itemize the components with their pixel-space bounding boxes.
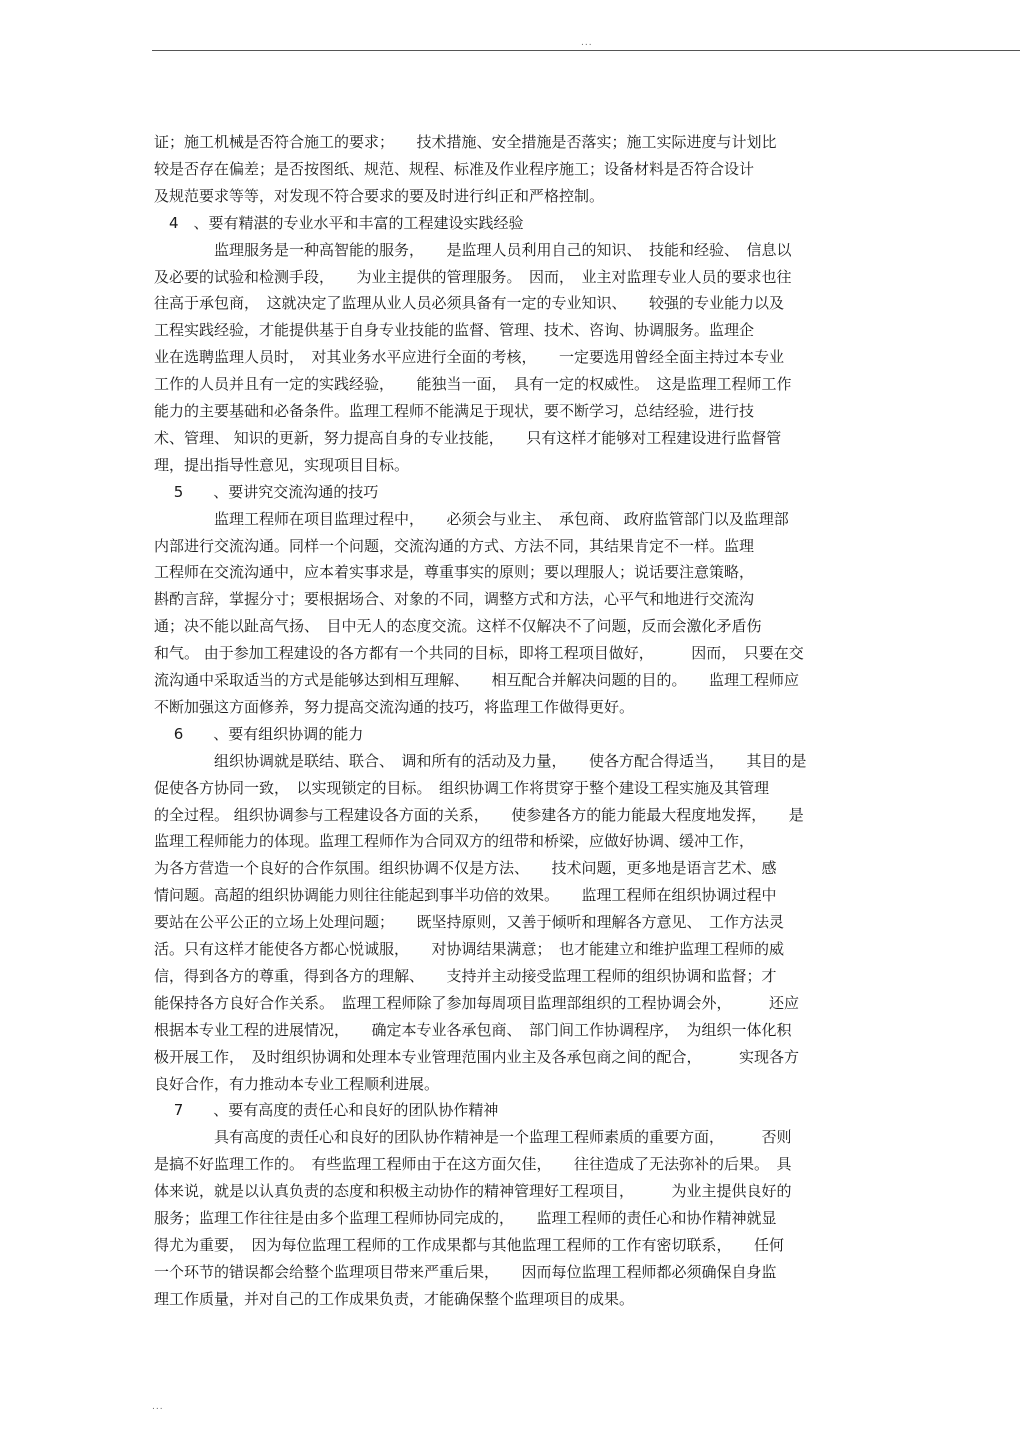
- text-line: 监理服务是一种高智能的服务， 是监理人员利用自己的知识、 技能和经验、 信息以: [154, 241, 792, 259]
- text-line: 7 、要有高度的责任心和良好的团队协作精神: [154, 1101, 499, 1119]
- text-line: 和气。 由于参加工程建设的各方都有一个共同的目标，即将工程项目做好， 因而， 只要在交: [154, 644, 804, 662]
- text-line: 组织协调就是联结、联合、 调和所有的活动及力量， 使各方配合得适当， 其目的是: [154, 752, 807, 770]
- text-line: 证；施工机械是否符合施工的要求； 技术措施、安全措施是否落实；施工实际进度与计划比: [154, 133, 777, 151]
- text-line: 工程师在交流沟通中，应本着实事求是，尊重事实的原则；要以理服人；说话要注意策略，: [154, 563, 755, 581]
- text-line: 工程实践经验，才能提供基于自身专业技能的监督、管理、技术、咨询、协调服务。监理企: [154, 321, 755, 339]
- text-line: 一个环节的错误都会给整个监理项目带来严重后果， 因而每位监理工程师都必须确保自身监: [154, 1263, 777, 1281]
- text-line: 4 、要有精湛的专业水平和丰富的工程建设实践经验: [154, 214, 524, 232]
- text-line: 得尤为重要， 因为每位监理工程师的工作成果都与其他监理工程师的工作有密切联系， 任何: [154, 1236, 785, 1254]
- header-dots: ...: [581, 38, 593, 48]
- text-line: 为各方营造一个良好的合作氛围。组织协调不仅是方法、 技术问题，更多地是语言艺术、感: [154, 859, 777, 877]
- text-line: 能保持各方良好合作关系。 监理工程师除了参加每周项目监理部组织的工程协调会外， 还应: [154, 994, 800, 1012]
- text-line: 较是否存在偏差；是否按图纸、规范、规程、标准及作业程序施工；设备材料是否符合设计: [154, 160, 755, 178]
- text-line: 斟酌言辞，掌握分寸；要根据场合、对象的不同，调整方式和方法，心平气和地进行交流沟: [154, 590, 755, 608]
- text-line: 促使各方协同一致， 以实现锁定的目标。 组织协调工作将贯穿于整个建设工程实施及其管理: [154, 779, 770, 797]
- text-line: 监理工程师能力的体现。监理工程师作为合同双方的纽带和桥梁，应做好协调、缓冲工作，: [154, 832, 755, 850]
- text-line: 理，提出指导性意见，实现项目目标。: [154, 456, 410, 474]
- text-line: 是搞不好监理工作的。 有些监理工程师由于在这方面欠佳， 往往造成了无法弥补的后果。 具: [154, 1155, 792, 1173]
- text-line: 术、管理、 知识的更新，努力提高自身的专业技能， 只有这样才能够对工程建设进行监督管: [154, 429, 782, 447]
- header-rule: [152, 50, 1020, 51]
- text-line: 的全过程。 组织协调参与工程建设各方面的关系， 使参建各方的能力能最大程度地发挥， 是: [154, 806, 804, 824]
- text-line: 内部进行交流沟通。同样一个问题，交流沟通的方式、方法不同，其结果肯定不一样。监理: [154, 537, 755, 555]
- text-line: 活。只有这样才能使各方都心悦诚服， 对协调结果满意； 也才能建立和维护监理工程师的威: [154, 940, 785, 958]
- text-line: 良好合作，有力推动本专业工程顺利进展。: [154, 1075, 440, 1093]
- text-line: 极开展工作， 及时组织协调和处理本专业管理范围内业主及各承包商之间的配合， 实现各方: [154, 1048, 800, 1066]
- text-line: 通；决不能以趾高气扬、 目中无人的态度交流。这样不仅解决不了问题，反而会激化矛盾伤: [154, 617, 762, 635]
- text-line: 信，得到各方的尊重，得到各方的理解、 支持并主动接受监理工程师的组织协调和监督；才: [154, 967, 777, 985]
- text-line: 5 、要讲究交流沟通的技巧: [154, 483, 379, 501]
- text-line: 不断加强这方面修养，努力提高交流沟通的技巧，将监理工作做得更好。: [154, 698, 635, 716]
- text-line: 理工作质量，并对自己的工作成果负责，才能确保整个监理项目的成果。: [154, 1290, 635, 1308]
- text-line: 服务；监理工作往往是由多个监理工程师协同完成的， 监理工程师的责任心和协作精神就显: [154, 1209, 777, 1227]
- text-line: 往高于承包商， 这就决定了监理从业人员必须具备有一定的专业知识、 较强的专业能力以及: [154, 294, 785, 312]
- text-line: 业在选聘监理人员时， 对其业务水平应进行全面的考核， 一定要选用曾经全面主持过本专业: [154, 348, 785, 366]
- text-line: 6 、要有组织协调的能力: [154, 725, 364, 743]
- text-line: 能力的主要基础和必备条件。监理工程师不能满足于现状，要不断学习，总结经验，进行技: [154, 402, 755, 420]
- text-line: 具有高度的责任心和良好的团队协作精神是一个监理工程师素质的重要方面， 否则: [154, 1128, 792, 1146]
- text-line: 监理工程师在项目监理过程中， 必须会与业主、 承包商、 政府监管部门以及监理部: [154, 510, 789, 528]
- text-line: 及必要的试验和检测手段， 为业主提供的管理服务。 因而， 业主对监理专业人员的要求也往: [154, 268, 792, 286]
- text-line: 情问题。高超的组织协调能力则往往能起到事半功倍的效果。 监理工程师在组织协调过程中: [154, 886, 777, 904]
- text-line: 根据本专业工程的进展情况， 确定本专业各承包商、 部门间工作协调程序， 为组织一体化积: [154, 1021, 792, 1039]
- text-line: 及规范要求等等，对发现不符合要求的要及时进行纠正和严格控制。: [154, 187, 605, 205]
- text-line: 工作的人员并且有一定的实践经验， 能独当一面， 具有一定的权威性。 这是监理工程师工作: [154, 375, 792, 393]
- footer-dots: ...: [152, 1402, 164, 1412]
- text-line: 要站在公平公正的立场上处理问题； 既坚持原则，又善于倾听和理解各方意见、 工作方法灵: [154, 913, 785, 931]
- text-line: 体来说，就是以认真负责的态度和积极主动协作的精神管理好工程项目， 为业主提供良好的: [154, 1182, 792, 1200]
- text-line: 流沟通中采取适当的方式是能够达到相互理解、 相互配合并解决问题的目的。 监理工程师应: [154, 671, 800, 689]
